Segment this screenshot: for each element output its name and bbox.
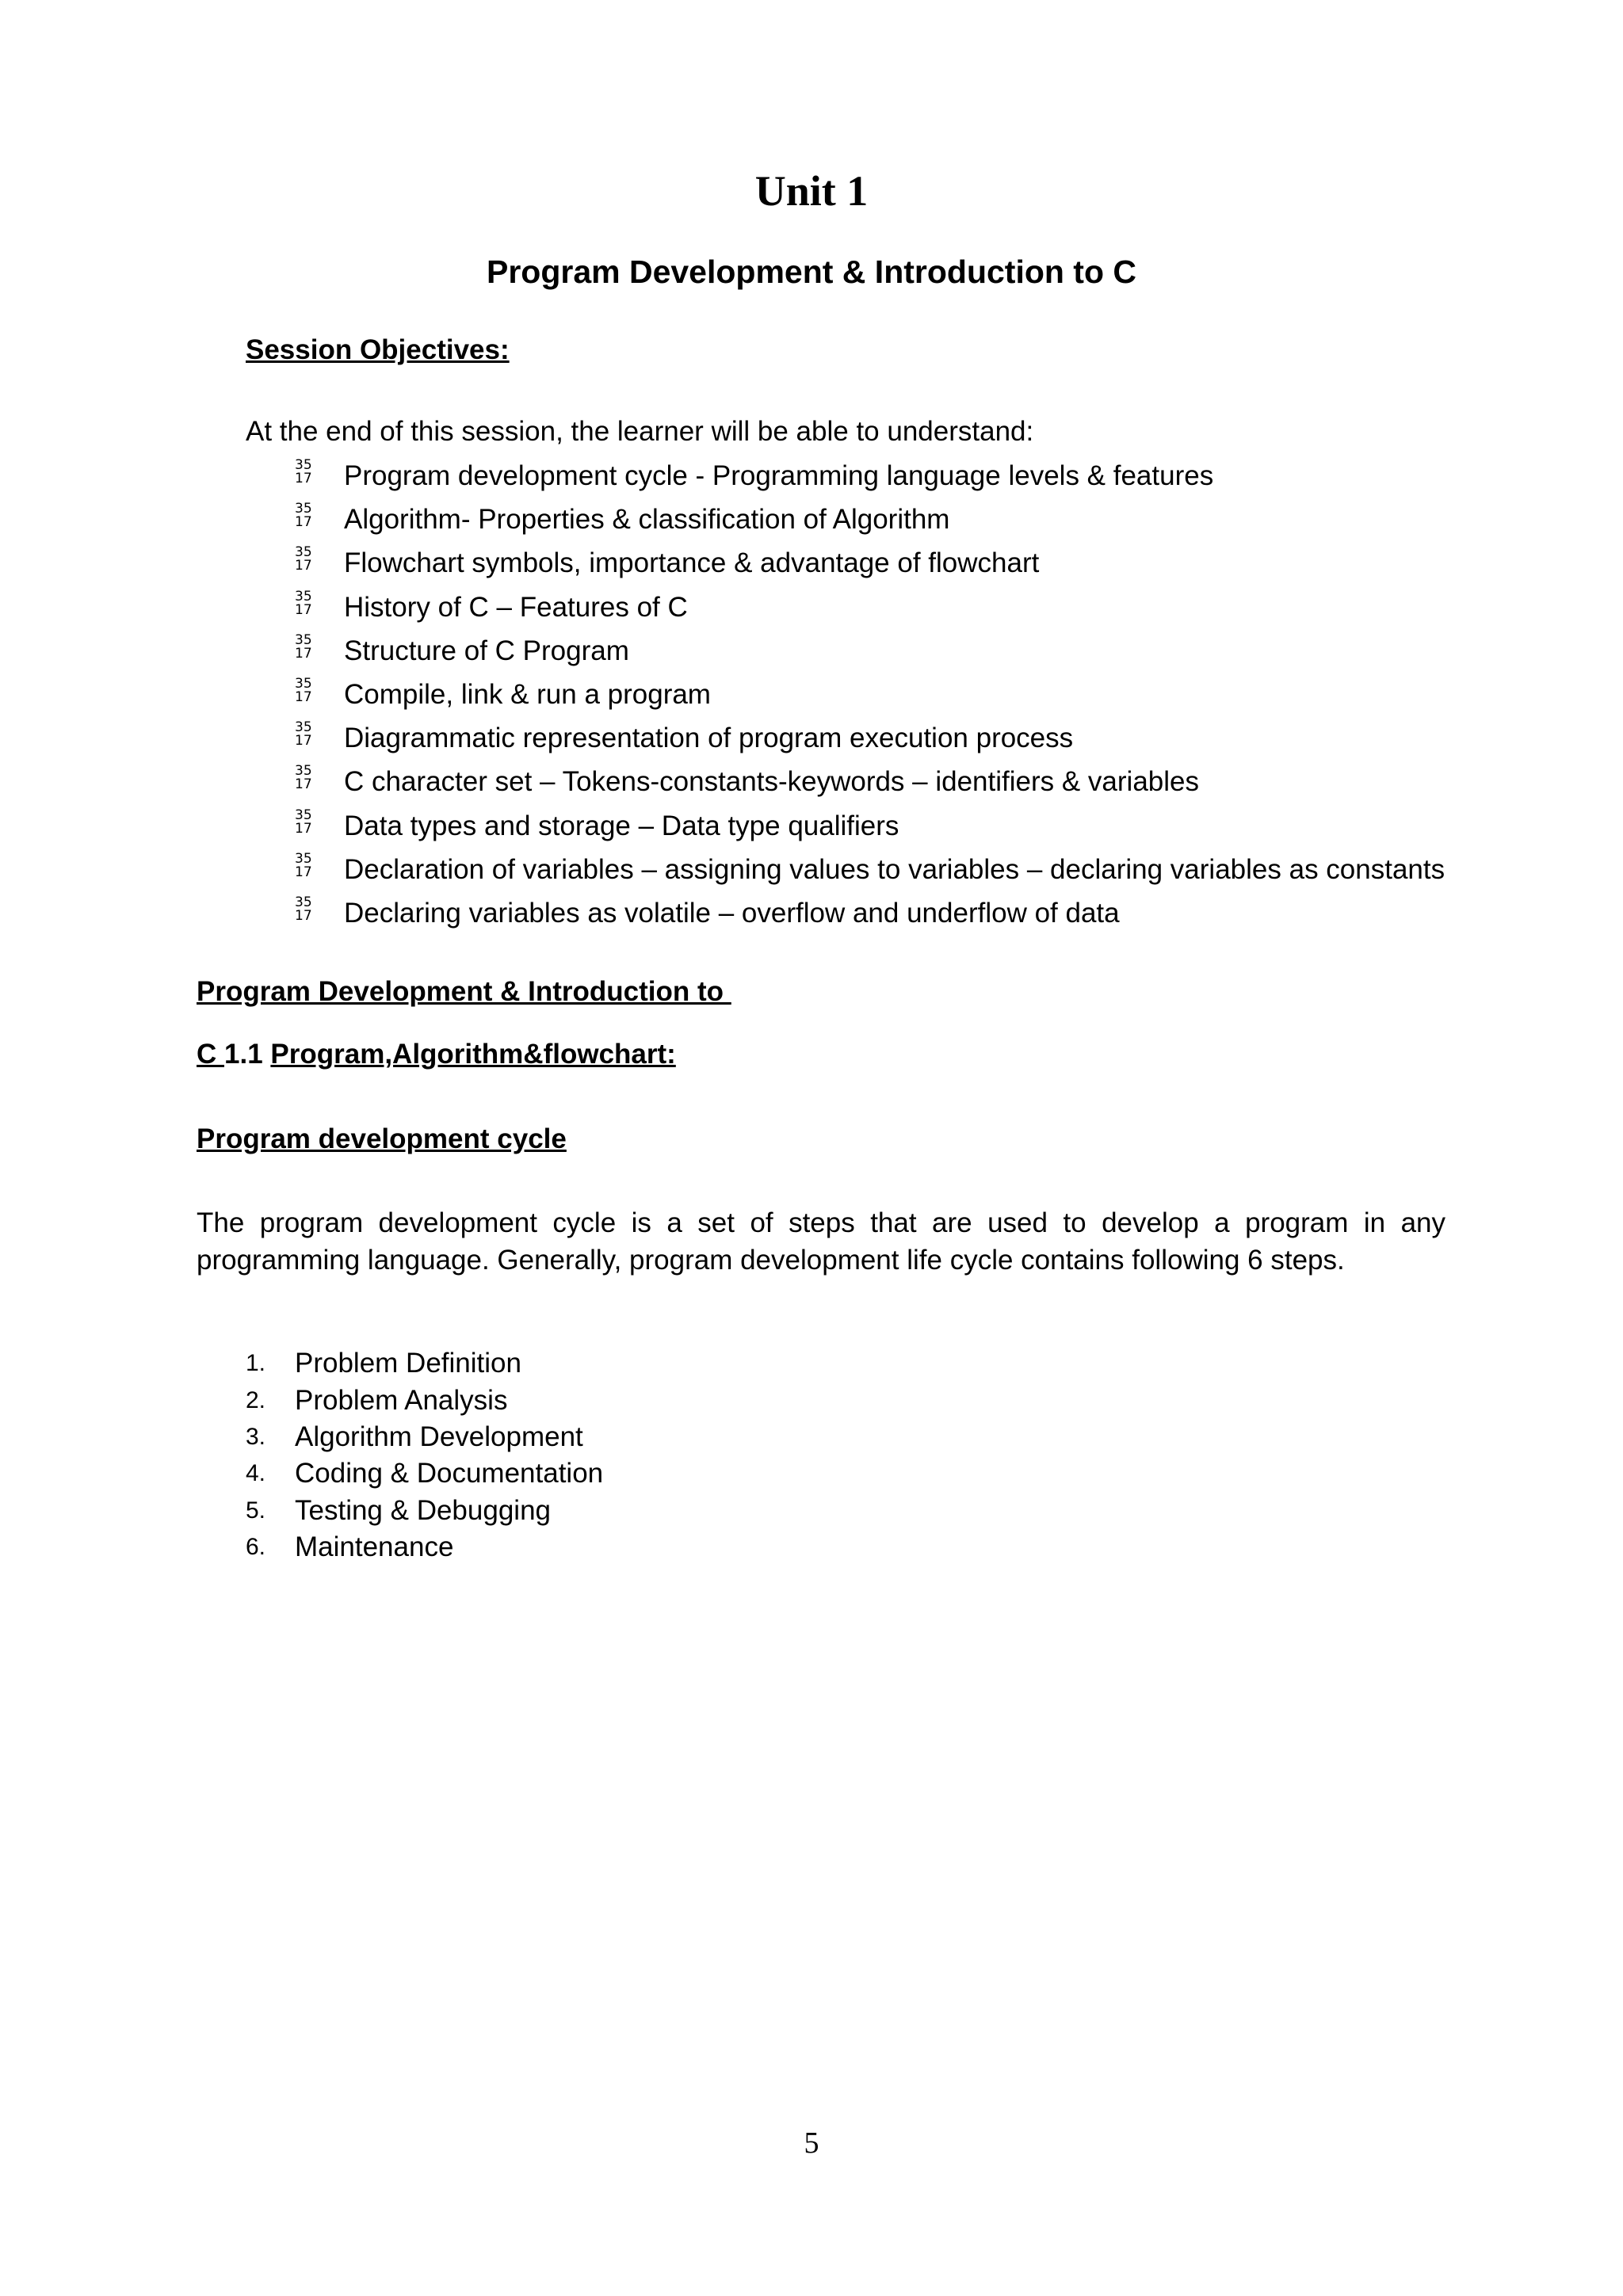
step-number: 6. <box>246 1534 266 1561</box>
step-item <box>246 1345 603 1382</box>
objectives-list <box>295 457 1445 938</box>
objective-item <box>295 676 1445 719</box>
objective-item <box>295 719 1445 763</box>
objective-text: Flowchart symbols, importance & advantage of flowchart <box>344 547 1040 579</box>
step-item <box>246 1529 603 1566</box>
bullet-mark-icon: 35 17 <box>295 894 312 924</box>
step-number: 4. <box>246 1460 266 1487</box>
objective-text: Structure of C Program <box>344 635 629 666</box>
objective-item <box>295 544 1445 588</box>
bullet-mark-icon: 35 17 <box>295 719 312 749</box>
bullet-mark-icon: 35 17 <box>295 501 312 531</box>
bullet-mark-icon: 35 17 <box>295 763 312 793</box>
objective-item <box>295 851 1445 894</box>
bullet-mark-icon: 35 17 <box>295 544 312 574</box>
objective-text: C character set – Tokens-constants-keywords – identifiers & variables <box>344 766 1200 798</box>
subsection-heading: Program development cycle <box>197 1123 567 1154</box>
section-heading-prefix: C <box>197 1039 224 1070</box>
objective-text: Declaring variables as volatile – overflow and underflow of data <box>344 897 1120 929</box>
objective-text: Data types and storage – Data type qualifiers <box>344 810 899 841</box>
bullet-mark-icon: 35 17 <box>295 457 312 486</box>
step-item <box>246 1382 603 1418</box>
step-item <box>246 1455 603 1492</box>
step-item <box>246 1419 603 1455</box>
steps-list <box>246 1345 603 1566</box>
intro-text: At the end of this session, the learner will be able to understand: <box>246 416 1034 447</box>
step-text: Algorithm Development <box>295 1421 583 1452</box>
step-number: 3. <box>246 1423 266 1450</box>
objective-item <box>295 501 1445 544</box>
body-paragraph: The program development cycle is a set of steps that are used to develop a program in any programming language. Generally, program development life cycle contains following 6 steps. <box>197 1207 1445 1276</box>
unit-title: Unit 1 <box>754 167 869 215</box>
bullet-mark-icon: 35 17 <box>295 807 312 837</box>
step-text: Problem Analysis <box>295 1384 508 1416</box>
step-text: Testing & Debugging <box>295 1494 551 1526</box>
step-number: 1. <box>246 1350 266 1377</box>
objective-text: Diagrammatic representation of program execution process <box>344 723 1074 754</box>
objective-item <box>295 807 1445 851</box>
bullet-mark-icon: 35 17 <box>295 850 312 880</box>
session-objectives-heading: Session Objectives: <box>246 334 510 365</box>
step-text: Maintenance <box>295 1531 454 1563</box>
step-number: 5. <box>246 1497 266 1524</box>
objective-text: History of C – Features of C <box>344 591 688 623</box>
main-title: Program Development & Introduction to C <box>486 254 1137 290</box>
step-text: Problem Definition <box>295 1348 521 1379</box>
objective-text: Algorithm- Properties & classification of Algorithm <box>344 504 950 536</box>
bullet-mark-icon: 35 17 <box>295 631 312 662</box>
step-item <box>246 1493 603 1529</box>
objective-item <box>295 457 1445 501</box>
bullet-mark-icon: 35 17 <box>295 675 312 705</box>
section-title: Program,Algorithm&flowchart: <box>270 1039 676 1070</box>
objective-text: Declaration of variables – assigning values to variables – declaring variables as constants <box>344 853 1445 885</box>
objective-item <box>295 589 1445 632</box>
step-number: 2. <box>246 1386 266 1413</box>
objective-item <box>295 632 1445 676</box>
page-number: 5 <box>804 2126 819 2160</box>
step-text: Coding & Documentation <box>295 1458 604 1489</box>
objective-text: Program development cycle - Programming language levels & features <box>344 460 1214 491</box>
section-number-heading <box>197 1039 676 1070</box>
objective-item <box>295 894 1445 938</box>
bullet-mark-icon: 35 17 <box>295 588 312 618</box>
section-number: 1.1 <box>224 1039 271 1070</box>
section-heading: Program Development & Introduction to <box>197 976 731 1007</box>
objective-text: Compile, link & run a program <box>344 678 711 710</box>
objective-item <box>295 763 1445 807</box>
